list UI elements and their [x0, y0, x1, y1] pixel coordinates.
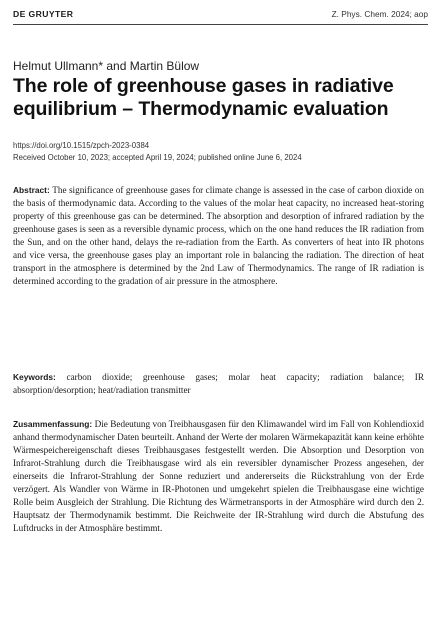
keywords-label: Keywords:: [13, 372, 67, 382]
journal-citation: Z. Phys. Chem. 2024; aop: [331, 9, 428, 19]
abstract-text: The significance of greenhouse gases for climate change is assessed in the case of carbon dioxide on the basis of thermodynamic data. According to the values of the molar heat capacity, no increased heat-storing property of this greenhouse gas can be determined. The absorption and desorption of infrared radiation by the greenhouse gases is seen as a reversible dynamic process, which on the one hand reduces the IR radiation from the Sun, and on the other hand, delays the re-radiation from the Earth. As converters of heat into IR photons and vice versa, the greenhouse gases play an important role in balancing the radiation. The direction of heat transport in the atmosphere is determined by the 2nd Law of Thermodynamics. The range of IR radiation is determined according to the gradation of air pressure in the atmosphere.: [13, 185, 424, 287]
article-title: The role of greenhouse gases in radiative equilibrium – Thermodynamic evaluation: [13, 75, 394, 120]
keywords: [13, 371, 424, 397]
authors: Helmut Ullmann* and Martin Bülow: [13, 59, 200, 73]
article-meta: [13, 140, 302, 163]
abstract-label: Abstract:: [13, 185, 53, 195]
publisher-name: DE GRUYTER: [13, 9, 74, 19]
zusammenfassung-text: Die Bedeutung von Treibhausgasen für den Klimawandel wird im Fall von Kohlendioxid anhand thermodynamischer Daten beurteilt. Anhand der Werte der molaren Wärmekapazität kann keine erhöhte Wärmespeichereigenschaft dieses Treibhausgases festgestellt werden. Die Absorption und Desorption von Infrarot-Strahlung durch die Treibhausgase wird als ein reversibler dynamischer Prozess angesehen, der einerseits die Infrarot-Strahlung der Sonne reduziert und andererseits die Rückstrahlung von der Erde verzögert. Als Wandler von Wärme in IR-Photonen und umgekehrt spielen die Treibhausgase eine wichtige Rolle beim Ausgleich der Strahlung. Die Richtung des Wärmetransports in der Atmosphäre wird durch den 2. Hauptsatz der Thermodynamik bestimmt. Die Reichweite der IR-Strahlung wird durch die Abstufung des Luftdrucks in der Atmosphäre bestimmt.: [13, 419, 424, 534]
header-rule: [13, 24, 428, 25]
zusammenfassung-label: Zusammenfassung:: [13, 419, 95, 429]
zusammenfassung: [13, 418, 424, 535]
doi-link[interactable]: https://doi.org/10.1515/zpch-2023-0384: [13, 141, 150, 150]
keywords-text: carbon dioxide; greenhouse gases; molar heat capacity; radiation balance; IR absorption/desorption; heat/radiation transmitter: [13, 372, 424, 396]
page-header: [13, 9, 428, 23]
publication-dates: Received October 10, 2023; accepted April 19, 2024; published online June 6, 2024: [13, 152, 302, 162]
abstract: [13, 184, 424, 288]
